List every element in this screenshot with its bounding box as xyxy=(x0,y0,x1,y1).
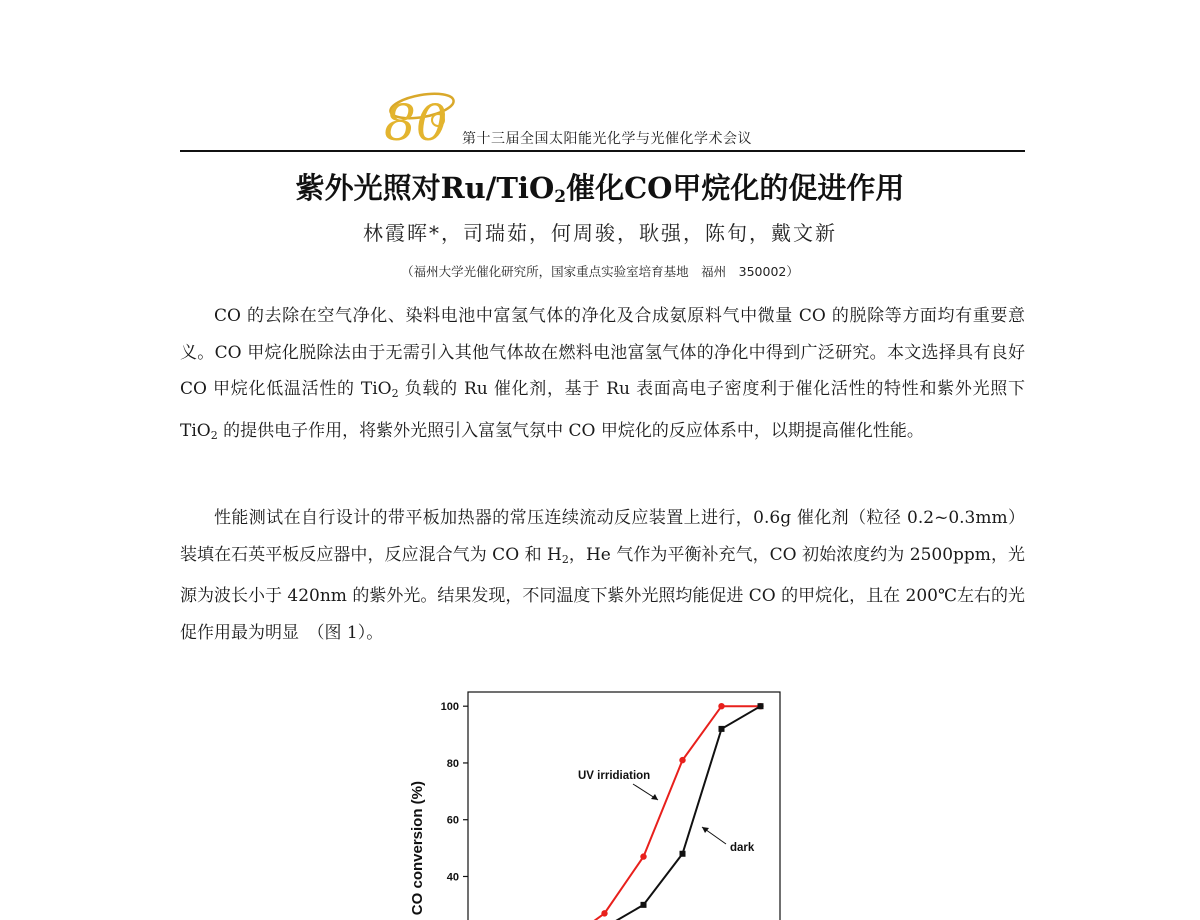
data-point-uv xyxy=(679,757,685,763)
y-tick-label: 40 xyxy=(446,871,459,884)
paper-title xyxy=(0,166,1200,207)
affiliation: （福州大学光催化研究所，国家重点实验室培育基地 福州 350002） xyxy=(401,264,799,279)
series-line-dark xyxy=(488,706,761,920)
p2-text-a: 性能测试在自行设计的带平板加热器的常压连续流动反应装置上进行，0.6g 催化剂（粒径 0.2~0.3mm）装填在石英平板反应器中，反应混合气为 CO 和 H xyxy=(180,508,1025,565)
data-point-uv xyxy=(601,910,607,916)
y-axis-label: CO conversion (%) xyxy=(409,781,426,916)
annotation-uv: UV irridiation xyxy=(578,770,651,782)
author-list: 林霞晖*，司瑞茹，何周骏，耿强，陈旬，戴文新 xyxy=(363,221,837,245)
y-tick-label: 100 xyxy=(440,701,459,714)
conversion-chart xyxy=(400,690,790,920)
conference-name: 第十三届全国太阳能光化学与光催化学术会议 xyxy=(462,131,752,147)
y-tick-label: 80 xyxy=(446,757,459,770)
data-point-uv xyxy=(718,703,724,709)
y-tick-label: 60 xyxy=(446,814,459,827)
p2-sub: 2 xyxy=(561,552,569,566)
annotation-arrowhead-uv xyxy=(651,794,658,800)
anniversary-logo xyxy=(378,84,468,146)
p1-text-c: 的提供电子作用，将紫外光照引入富氢气氛中 CO 甲烷化的反应体系中，以期提高催化性能。 xyxy=(217,420,924,441)
data-point-dark xyxy=(758,703,764,709)
data-point-dark xyxy=(719,726,725,732)
data-point-dark xyxy=(641,902,647,908)
p1-sub-1: 2 xyxy=(391,387,399,400)
paragraph-1 xyxy=(180,298,1025,454)
p1-sub-2: 2 xyxy=(210,428,218,442)
data-point-dark xyxy=(680,851,686,857)
title-subscript: 2 xyxy=(554,187,567,207)
title-part-1: 紫外光照对Ru/TiO xyxy=(295,171,555,205)
p2-text-b: ，He 气作为平衡补充气，CO 初始浓度约为 2500ppm，光源为波长小于 420nm 的紫外光。结果发现，不同温度下紫外光照均能促进 CO 的甲烷化，且在 200℃左右的光促作用最为明显 （图 1）。 xyxy=(180,544,1025,643)
annotation-arrowhead-dark xyxy=(702,827,709,833)
p1-text-a: CO 的去除在空气净化、染料电池中富氢气体的净化及合成氨原料气中微量 CO 的脱除等方面均有重要意义。CO 甲烷化脱除法由于无需引入其他气体故在燃料电池富氢气体的净化中得到广泛研究。本文选择具有良好 CO 甲烷化低温活性的 TiO xyxy=(180,306,1025,399)
annotation-dark: dark xyxy=(730,842,755,854)
paragraph-2 xyxy=(180,500,1025,651)
title-part-2: 催化CO甲烷化的促进作用 xyxy=(566,171,905,205)
p1-text-b: 负载的 Ru 催化剂，基于 Ru 表面高电子密度利于催化活性的特性和紫外光照下 TiO xyxy=(180,379,1026,441)
header-rule xyxy=(180,150,1025,152)
svg-text:80: 80 xyxy=(384,94,448,146)
data-point-uv xyxy=(640,853,646,859)
